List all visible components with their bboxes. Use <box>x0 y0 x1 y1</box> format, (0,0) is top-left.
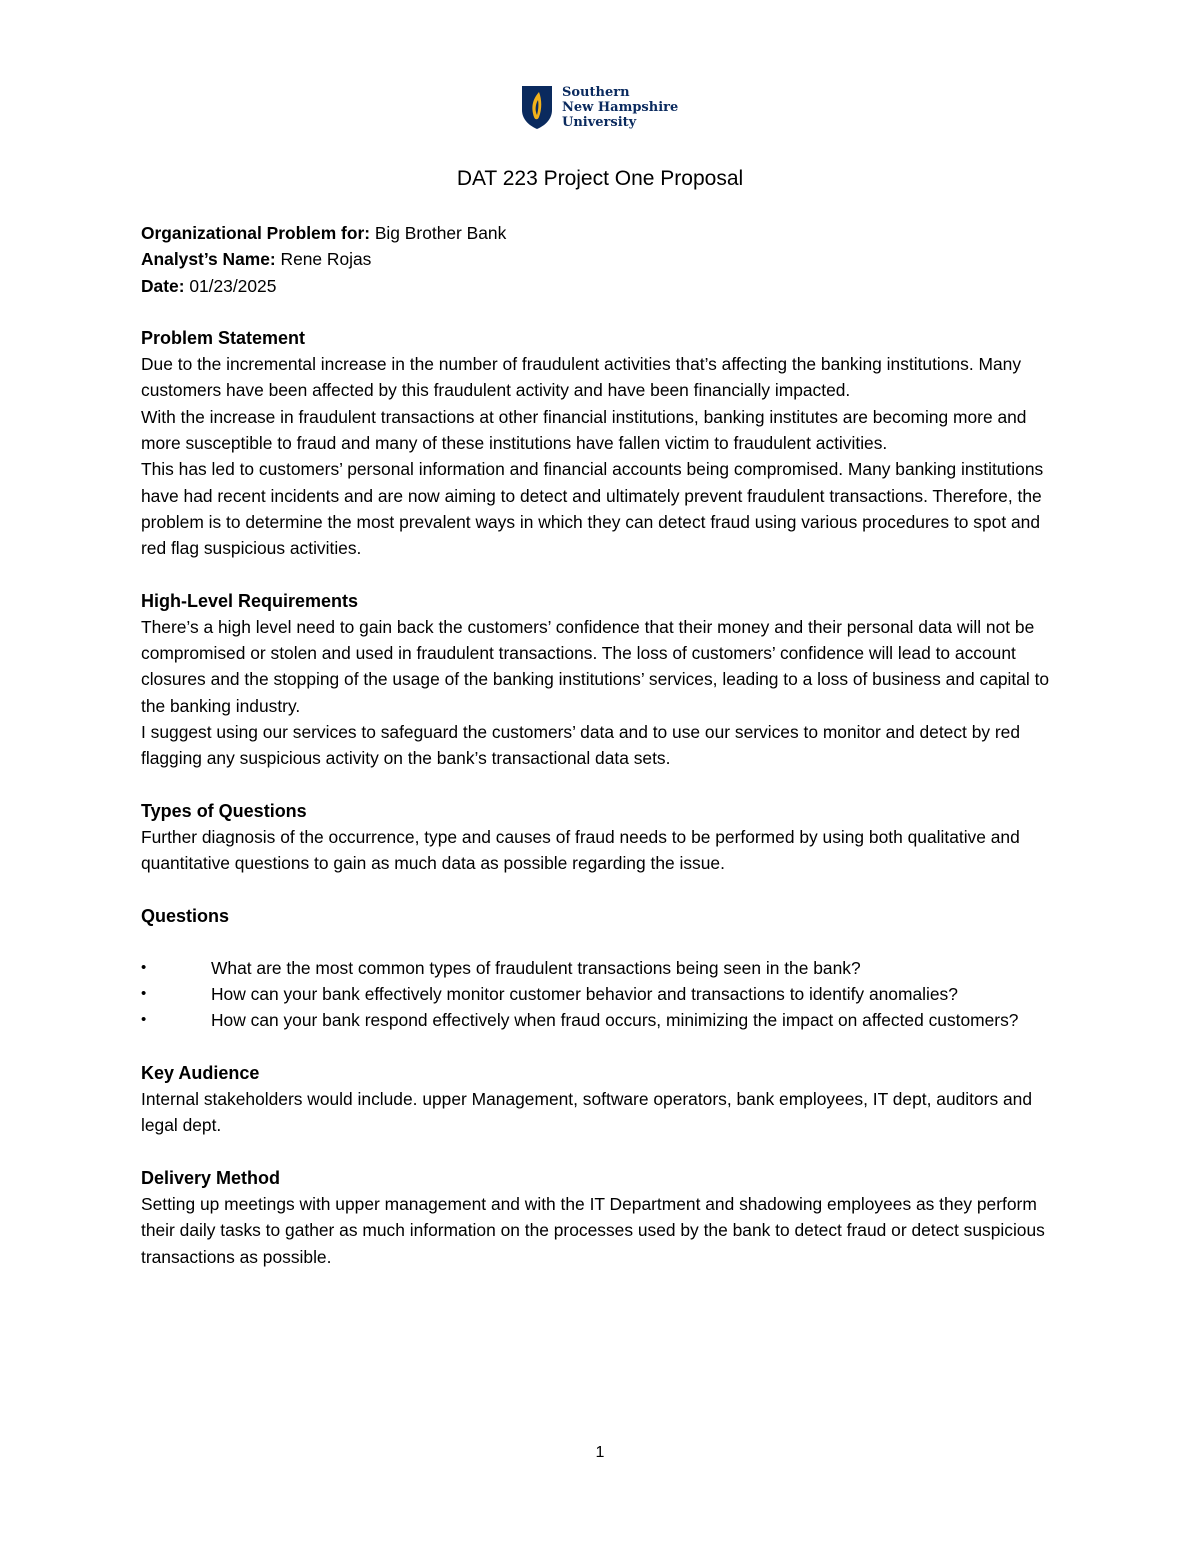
problem-paragraph-2: With the increase in fraudulent transactions at other financial institutions, banking institutes are becoming more and more susceptible to fraud and many of these institutions have fallen victim to fraudulent activities. <box>141 406 1027 454</box>
list-item <box>141 981 1061 1007</box>
org-label: Organizational Problem for: <box>141 223 370 243</box>
bullet-icon: • <box>141 1011 147 1029</box>
logo-wordmark <box>562 85 678 130</box>
delivery-paragraph: Setting up meetings with upper management and with the IT Department and shadowing employees as they perform their daily tasks to gather as much information on the processes used by the bank to detect fraud or detect suspicious transactions as possible. <box>141 1193 1045 1267</box>
page-number: 1 <box>595 1444 605 1461</box>
questions-heading: Questions <box>141 905 230 926</box>
logo-line-2: New Hampshire <box>562 99 679 115</box>
audience-heading: Key Audience <box>141 1062 260 1083</box>
question-text: How can your bank respond effectively when fraud occurs, minimizing the impact on affected customers? <box>211 1010 1019 1031</box>
date-label: Date: <box>141 275 185 296</box>
date-line <box>141 273 1061 299</box>
list-item <box>141 1007 1061 1033</box>
logo-line-1: Southern <box>562 84 630 100</box>
logo-line-3: University <box>562 114 637 130</box>
questions-list <box>141 955 1061 1034</box>
audience-paragraph: Internal stakeholders would include. upper Management, software operators, bank employees, IT dept, auditors and legal dept. <box>141 1089 1032 1136</box>
bullet-icon: • <box>141 985 147 1003</box>
requirements-paragraph-1: There’s a high level need to gain back the customers’ confidence that their money and their personal data will not be compromised or stolen and used in fraudulent transactions. The loss of customers’ confidence will lead to account closures and the stopping of the usage of the banking institutions’ services, leading to a loss of business and capital to the banking industry. <box>141 616 1050 716</box>
analyst-value: Rene Rojas <box>275 249 372 270</box>
org-line <box>141 220 1061 246</box>
types-heading: Types of Questions <box>141 800 307 821</box>
analyst-label: Analyst’s Name: <box>141 249 276 270</box>
bullet-icon: • <box>141 958 147 976</box>
question-text: How can your bank effectively monitor customer behavior and transactions to identify anomalies? <box>211 984 958 1005</box>
types-paragraph: Further diagnosis of the occurrence, type and causes of fraud needs to be performed by using both qualitative and quantitative questions to gain as much data as possible regarding the issue. <box>141 826 1020 874</box>
org-value: Big Brother Bank <box>370 223 507 243</box>
problem-paragraph-1: Due to the incremental increase in the number of fraudulent activities that’s affecting the banking institutions. Many customers have been affected by this fraudulent activity and have been financially impacted. <box>141 354 1022 401</box>
document-title: DAT 223 Project One Proposal <box>456 167 744 190</box>
delivery-heading: Delivery Method <box>141 1167 281 1188</box>
university-logo <box>520 84 678 130</box>
requirements-paragraph-2: I suggest using our services to safeguard the customers’ data and to use our services to monitor and detect by red flagging any suspicious activity on the bank’s transactional data sets. <box>141 722 1021 769</box>
requirements-heading: High-Level Requirements <box>141 590 359 611</box>
question-text: What are the most common types of fraudulent transactions being seen in the bank? <box>211 957 861 978</box>
spacer <box>141 929 1061 955</box>
shield-flame-icon <box>520 84 554 130</box>
problem-heading: Problem Statement <box>141 327 306 348</box>
analyst-line <box>141 246 1061 272</box>
document-body <box>141 220 1061 1270</box>
date-value: 01/23/2025 <box>184 275 277 296</box>
list-item <box>141 955 1061 981</box>
problem-paragraph-3: This has led to customers’ personal information and financial accounts being compromised. Many banking institutions have had recent incidents and are now aiming to detect and ultimately prevent fraudulent transactions. Therefore, the problem is to determine the most prevalent ways in which they can detect fraud using various procedures to spot and red flag suspicious activities. <box>141 459 1044 559</box>
